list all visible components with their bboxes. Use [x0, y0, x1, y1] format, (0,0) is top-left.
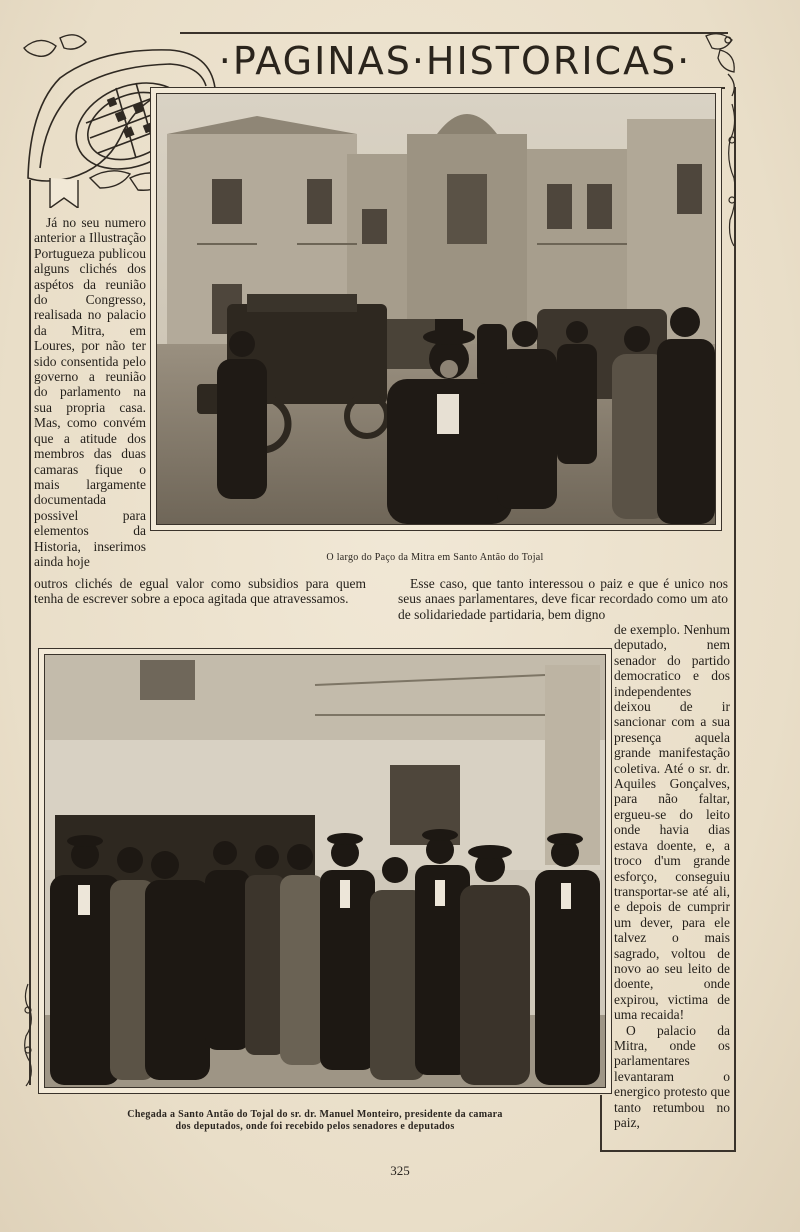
header-rule	[180, 32, 728, 34]
frame-rule-column	[600, 1095, 602, 1152]
floral-ornament-icon	[20, 980, 36, 1090]
frame-rule-left	[29, 180, 31, 1085]
palace-photograph	[156, 93, 716, 525]
caption-line: dos deputados, onde foi recebido pelos senadores e deputados	[175, 1121, 455, 1132]
page-number: 325	[390, 1163, 410, 1178]
floral-ornament-icon	[724, 100, 740, 250]
photo-caption: O largo do Paço da Mitra em Santo Antão do Tojal	[326, 552, 544, 563]
article-paragraph: O palacio da Mitra, onde os parlamentares levantaram o energico protesto que tanto retumbou no paiz,	[614, 1022, 730, 1130]
caption-line: Chegada a Santo Antão do Tojal do sr. dr. Manuel Monteiro, presidente da camara	[127, 1109, 503, 1120]
floral-ornament-icon	[700, 30, 740, 100]
article-intro-continuation: outros clichés de egual valor como subsidios para quem tenha de escrever sobre a epoca agitada que atravessamos.	[34, 576, 366, 607]
frame-rule-top	[215, 87, 725, 89]
photo-caption	[30, 1109, 600, 1133]
frame-rule-bottom	[600, 1150, 736, 1152]
article-right-paragraph: Esse caso, que tanto interessou o paiz e que é unico nos seus anaes parlamentares, deve ficar recordado como um ato de solidariedade partidaria, bem digno	[398, 576, 728, 622]
article-right-column	[614, 622, 730, 1130]
article-paragraph: de exemplo. Nenhum deputado, nem senador do partido democratico e dos independentes deixou de ir sancionar com a sua presença aquela grande manifestação coletiva. Até o sr. dr. Aquiles Gonçalves, para não faltar, ergueu-se do leito onde havia dias estava doente, e, a troco d'um grande esforço, conseguiu transportar-se até ali, e depois de cumprir um dever, para ele talvez o mais sagrado, voltou de novo ao seu leito de doente, onde expirou, victima de uma recaida!	[614, 622, 730, 1023]
deputies-photograph	[44, 654, 606, 1088]
page-title: ·PAGINAS·HISTORICAS·	[218, 39, 692, 83]
article-intro-column: Já no seu numero anterior a Illustração Portugueza publicou alguns clichés dos aspétos da reunião do Congresso, realisada no palacio da Mitra, em Loures, por não ter sido consentida pelo governo a reunião do parlamento na sua propria casa. Mas, como convém que a atitude dos membros das duas camaras fique o mais largamente documentada possivel para elementos da Historia, inserimos ainda hoje	[34, 215, 146, 569]
